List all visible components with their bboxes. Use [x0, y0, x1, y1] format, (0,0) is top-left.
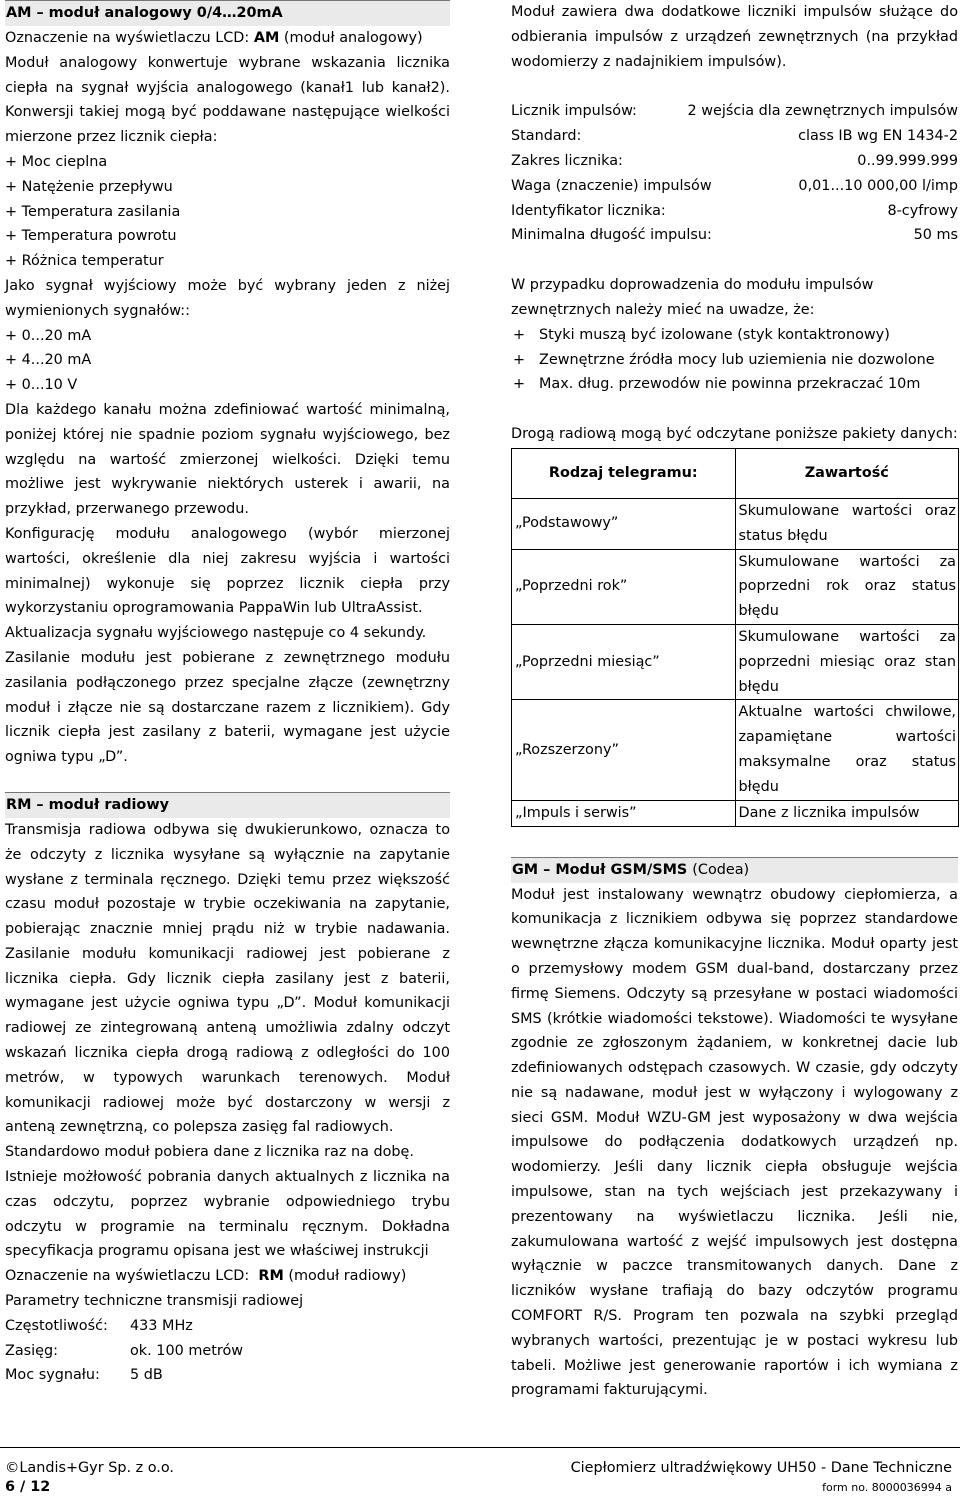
rm-param-row [5, 1314, 450, 1339]
table-row [512, 549, 959, 624]
gm-section-title [511, 857, 958, 883]
rm-lcd-line [5, 1264, 450, 1289]
pulse-spec-row [511, 223, 958, 248]
list-item: + 4...20 mA [5, 348, 450, 373]
table-cell: Skumulowane wartości za poprzedni miesiąc oraz stan błędu [735, 624, 959, 699]
am-lcd-code: AM [253, 30, 280, 46]
am-quantities-list [5, 150, 450, 274]
table-row [512, 624, 959, 699]
list-item: + Zewnętrzne źródła mocy lub uziemienia nie dozwolone [511, 348, 958, 373]
table-cell: Skumulowane wartości za poprzedni rok oraz status błędu [735, 549, 959, 624]
pulse-spec-row [511, 124, 958, 149]
table-header-type: Rodzaj telegramu: [512, 448, 736, 498]
pulse-notes-list [511, 323, 958, 397]
pulse-spec-row [511, 199, 958, 224]
footer-page-number: 6 / 12 [5, 1479, 51, 1495]
rm-paragraph-1: Transmisja radiowa odbywa się dwukierunkowo, oznacza to że odczyty z licznika wysyłane są wyłącznie na zapytanie wysłane z terminala ręcznego. Dzięki temu przez większość czasu moduł pozostaje w trybie oczekiwania na zapytanie, pobierając znacznie mniej prądu niż w trybie nadawania. Zasilanie modułu komunikacji radiowej jest pobierane z licznika ciepła. Gdy licznik ciepła zasilany jest z baterii, wymagane jest użycie ogniwa typu „D”. Moduł komunikacji radiowej ze zintegrowaną anteną umożliwia zdalny odczyt wskazań licznika ciepła drogą radiową z odległości do 100 metrów, w typowych warunkach terenowych. Moduł komunikacji radiowej może być dostarczony w wersji z anteną zewnętrzną, co polepsza zasięg fal radiowych. [5, 821, 450, 1136]
table-cell: Aktualne wartości chwilowe, zapamiętane wartości maksymalne oraz status błędu [735, 700, 959, 800]
rm-param-row [5, 1339, 450, 1364]
table-header-content: Zawartość [735, 448, 959, 498]
am-min-paragraph: Dla każdego kanału można zdefiniować wartość minimalną, poniżej której nie spadnie poziom sygnału wyjściowego, bez względu na wartość zmierzonej wielkości. Dzięki temu możliwe jest wykrywanie niektórych usterek i awarii, na przykład, przerwanego przewodu. [5, 401, 450, 518]
param-value: ok. 100 metrów [130, 1342, 244, 1359]
list-item: + Styki muszą być izolowane (styk kontaktronowy) [511, 323, 958, 348]
am-lcd-line [5, 26, 450, 51]
list-item: + Natężenie przepływu [5, 175, 450, 200]
spec-label: Zakres licznika: [511, 152, 623, 169]
list-item: + Temperatura zasilania [5, 200, 450, 225]
spec-value: 2 wejścia dla zewnętrznych impulsów [687, 103, 958, 120]
spec-label: Waga (znaczenie) impulsów [511, 177, 712, 194]
pulse-spec-row [511, 174, 958, 199]
param-value: 433 MHz [130, 1317, 193, 1334]
table-row [512, 800, 959, 826]
rm-paragraph-2: Standardowo moduł pobiera dane z licznika raz na dobę. [5, 1144, 414, 1161]
footer-rule [0, 1447, 960, 1448]
am-update-paragraph: Aktualizacja sygnału wyjściowego następuje co 4 sekundy. [5, 625, 427, 642]
rm-lcd-code: RM [258, 1268, 284, 1285]
param-value: 5 dB [130, 1367, 163, 1384]
footer-product: Ciepłomierz ultradźwiękowy UH50 - Dane Techniczne [570, 1460, 952, 1476]
am-signal-intro: Jako sygnał wyjściowy może być wybrany jeden z niżej wymienionych sygnałów:: [5, 277, 450, 319]
am-section-title: AM – moduł analogowy 0/4…20mA [5, 0, 450, 26]
am-lcd-desc: (moduł analogowy) [283, 30, 423, 46]
list-item: + Max. dług. przewodów nie powinna przekraczać 10m [511, 372, 958, 397]
pulse-spec-row [511, 149, 958, 174]
radio-packets-intro: Drogą radiową mogą być odczytane poniższe pakiety danych: [511, 426, 958, 443]
gm-title: GM – Moduł GSM/SMS [512, 861, 688, 878]
table-row [512, 700, 959, 800]
am-signals-list [5, 324, 450, 398]
spec-value: 0..99.999.999 [857, 152, 958, 169]
rm-lcd-desc: (moduł radiowy) [288, 1268, 407, 1285]
rm-param-row [5, 1363, 450, 1388]
gm-body: Moduł jest instalowany wewnątrz obudowy ciepłomierza, a komunikacja z licznikiem odbywa się poprzez standardowe wewnętrzne złącza komunikacyjne licznika. Moduł oparty jest o przemysłowy modem GSM dual-band, dostarczany przez firmę Siemens. Odczyty są przesyłane w postaci wiadomości SMS (krótkie wiadomości tekstowe). Wiadomości te wysyłane zgodnie ze zgłoszonym żądaniem, w konkretnej dacie lub zdefiniowanych odstępach czasowych. W czasie, gdy odczyty nie są nadawane, moduł jest w wyłączony i wylogowany z sieci GSM. Moduł WZU-GM jest wyposażony w dwa wejścia impulsowe do podłączenia dodatkowych urządzeń np. wodomierzy. Jeśli dany licznik ciepła obsługuje wejścia impulsowe, stan na tych wejściach jest przekazywany i prezentowany na wyświetlaczu licznika. Jeśli nie, zakumulowana wartość z wejść impulsowych jest dostępna wyłącznie w paczce transmitowanych danych. Dane z liczników wysłane trafiają do bazy odczytów programu COMFORT R/S. Program ten pozwala na szybki przegląd wybranych wartości, prezentując je w postaci wykresu lub tabeli. Możliwe jest generowanie raportów i ich wymiana z programami fakturującymi. [511, 886, 958, 1399]
table-cell: Dane z licznika impulsów [735, 800, 959, 826]
spec-value: 0,01...10 000,00 l/imp [798, 177, 958, 194]
footer-form-number: form no. 8000036994 a [822, 1481, 952, 1494]
pulse-notes-intro: W przypadku doprowadzenia do modułu impulsów zewnętrznych należy mieć na uwadze, że: [511, 277, 874, 318]
rm-params-title: Parametry techniczne transmisji radiowej [5, 1293, 304, 1310]
spec-label: Licznik impulsów: [511, 103, 637, 120]
table-cell: Skumulowane wartości oraz status błędu [735, 498, 959, 549]
table-cell: „Impuls i serwis” [512, 800, 736, 826]
spec-label: Standard: [511, 128, 582, 145]
spec-value: 8-cyfrowy [887, 202, 958, 219]
rm-paragraph-3: Istnieje możłowość pobrania danych aktualnych z licznika na czas odczytu, poprzez wybranie odpowiedniego trybu odczytu w programie na terminalu ręcznym. Dokładna specyfikacja programu opisana jest we właściwej instrukcji [5, 1169, 450, 1260]
param-label: Moc sygnału: [5, 1367, 100, 1384]
left-column [5, 0, 450, 1388]
spec-value: 50 ms [913, 227, 958, 244]
table-cell: „Rozszerzony” [512, 700, 736, 800]
am-lcd-label: Oznaczenie na wyświetlaczu LCD: [5, 30, 250, 46]
list-item: + 0...10 V [5, 373, 450, 398]
list-item: + Różnica temperatur [5, 249, 450, 274]
spec-label: Minimalna długość impulsu: [511, 227, 712, 244]
table-cell: „Poprzedni rok” [512, 549, 736, 624]
param-label: Zasięg: [5, 1342, 59, 1359]
list-item: + Moc cieplna [5, 150, 450, 175]
rm-lcd-label: Oznaczenie na wyświetlaczu LCD: [5, 1268, 250, 1285]
rm-section-title: RM – moduł radiowy [5, 792, 450, 818]
list-item: + Temperatura powrotu [5, 224, 450, 249]
spec-label: Identyfikator licznika: [511, 202, 666, 219]
footer-company: © Landis+Gyr Sp. z o.o. [5, 1458, 174, 1478]
am-power-paragraph: Zasilanie modułu jest pobierane z zewnętrznego modułu zasilania podłączonego przez specjalne złącze (zewnętrzny moduł i złącze nie są dostarczane razem z licznikiem). Gdy licznik ciepła jest zasilany z baterii, wymagane jest użycie ogniwa typu „D”. [5, 649, 450, 766]
am-config-paragraph: Konfigurację modułu analogowego (wybór mierzonej wartości, określenie dla niej zakresu wyjścia i wartości minimalnej) wykonuje się poprzez licznik ciepła przy wykorzystaniu oprogramowania PappaWin lub UltraAssist. [5, 525, 450, 617]
gm-title-suffix: (Codea) [692, 861, 750, 878]
table-cell: „Podstawowy” [512, 498, 736, 549]
pulse-intro: Moduł zawiera dwa dodatkowe liczniki impulsów służące do odbierania impulsów z urządzeń zewnętrznych (na przykład wodomierzy z nadajnikiem impulsów). [511, 4, 958, 70]
pulse-spec-row [511, 99, 958, 124]
spec-value: class IB wg EN 1434-2 [798, 128, 958, 145]
list-item: + 0...20 mA [5, 324, 450, 349]
telegram-table [511, 448, 959, 827]
right-column [511, 0, 958, 1403]
am-intro: Moduł analogowy konwertuje wybrane wskazania licznika ciepła na sygnał wyjścia analogowego (kanał1 lub kanał2). Konwersji takiej mogą być poddawane następujące wielkości mierzone przez licznik ciepła: [5, 54, 450, 146]
param-label: Częstotliwość: [5, 1317, 108, 1334]
table-row [512, 498, 959, 549]
table-cell: „Poprzedni miesiąc” [512, 624, 736, 699]
